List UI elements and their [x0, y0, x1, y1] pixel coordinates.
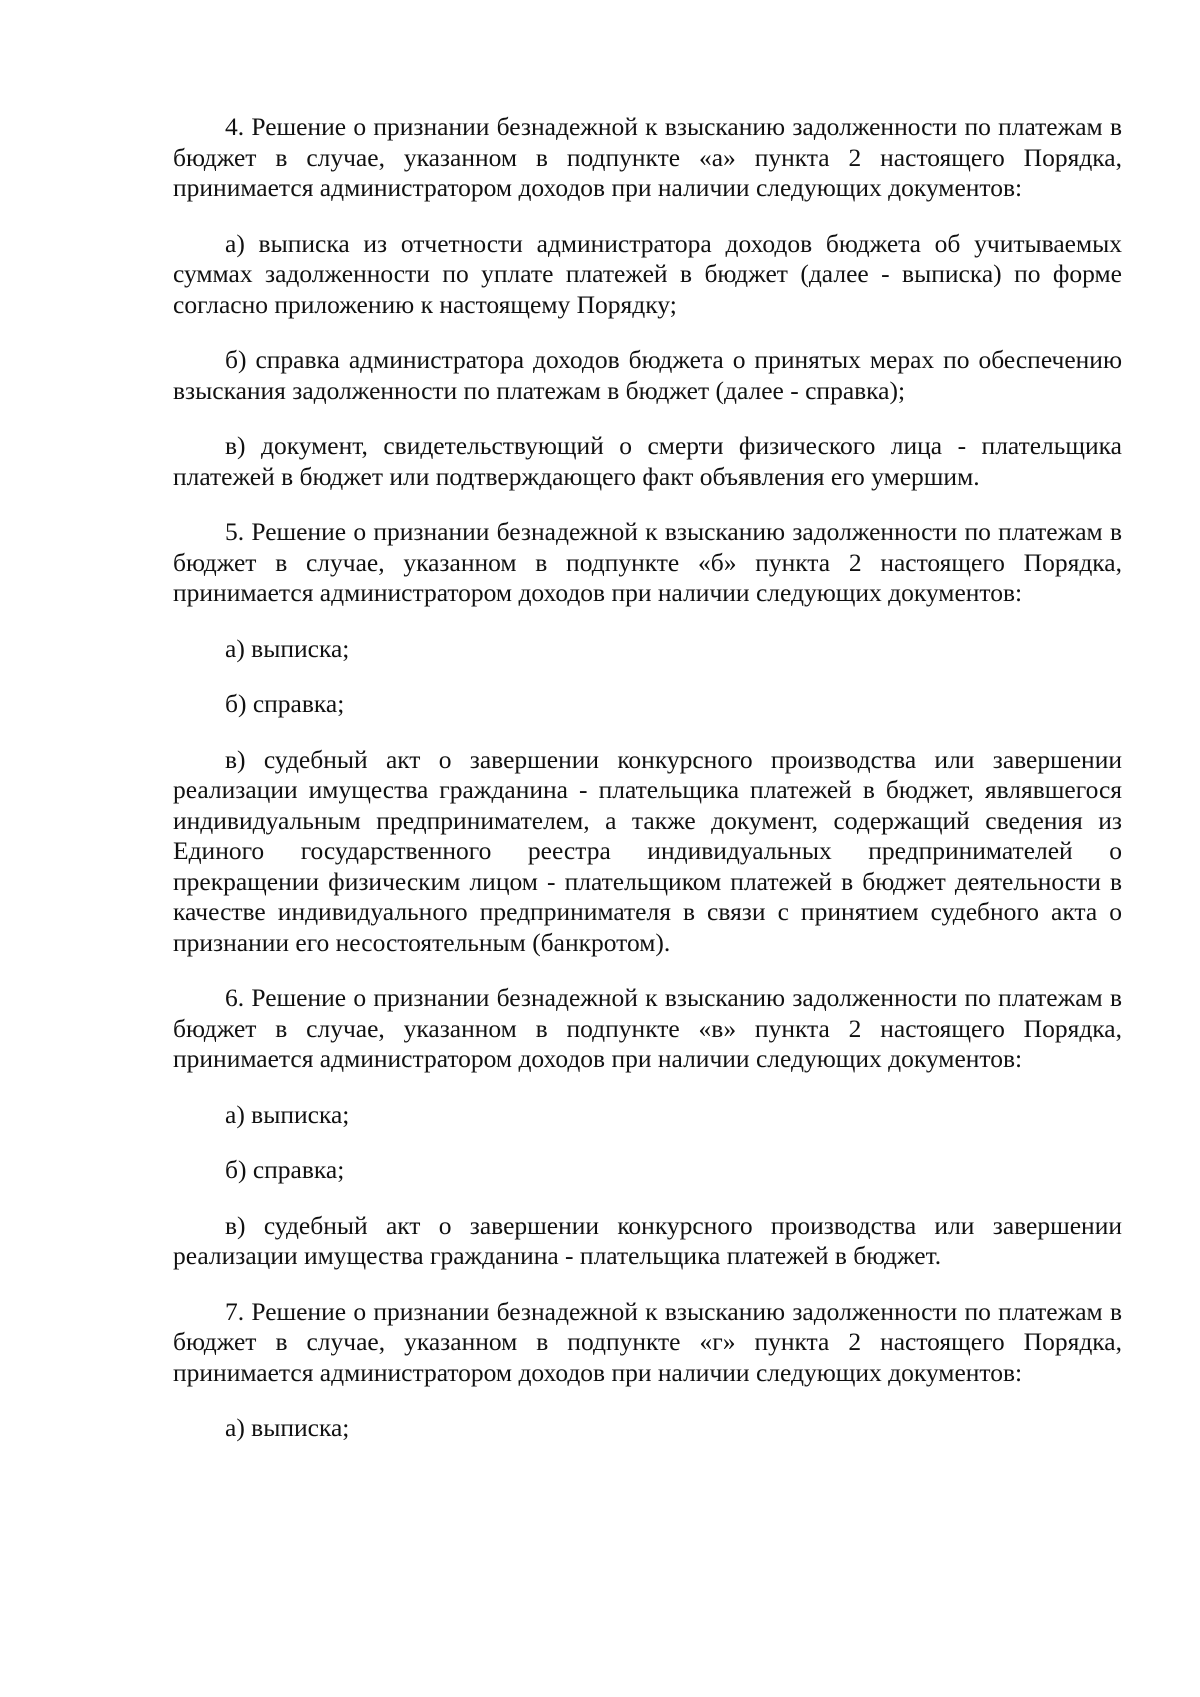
paragraph-4b: б) справка администратора доходов бюджета о принятых мерах по обеспечению взыскания задолженности по платежам в бюджет (далее - справка); [173, 345, 1122, 405]
paragraph-6: 6. Решение о признании безнадежной к взысканию задолженности по платежам в бюджет в случае, указанном в подпункте «в» пункта 2 настоящего Порядка, принимается администратором доходов при наличии следующих документов: [173, 983, 1122, 1073]
paragraph-5b: б) справка; [225, 689, 345, 718]
paragraph-7: 7. Решение о признании безнадежной к взысканию задолженности по платежам в бюджет в случае, указанном в подпункте «г» пункта 2 настоящего Порядка, принимается администратором доходов при наличии следующих документов: [173, 1296, 1122, 1387]
paragraph-4a: а) выписка из отчетности администратора доходов бюджета об учитываемых суммах задолженности по уплате платежей в бюджет (далее - выписка) по форме согласно приложению к настоящему Порядку; [173, 228, 1122, 319]
paragraph-5v: в) судебный акт о завершении конкурсного производства или завершении реализации имущества гражданина - плательщика платежей в бюджет, являвшегося индивидуальным предпринимателем, а также документ, содержащий сведения из Единого государственного реестра индивидуальных предпринимателей о прекращении физическим лицом - плательщиком платежей в бюджет деятельности в качестве индивидуального предпринимателя в связи с принятием судебного акта о признании его несостоятельным (банкротом). [173, 744, 1122, 957]
document-body [173, 112, 1122, 1444]
paragraph-5a: а) выписка; [225, 633, 350, 663]
paragraph-7a: а) выписка; [225, 1413, 350, 1442]
paragraph-6b: б) справка; [225, 1155, 345, 1184]
paragraph-6v: в) судебный акт о завершении конкурсного производства или завершении реализации имущества гражданина - плательщика платежей в бюджет. [173, 1210, 1122, 1270]
paragraph-5: 5. Решение о признании безнадежной к взысканию задолженности по платежам в бюджет в случае, указанном в подпункте «б» пункта 2 настоящего Порядка, принимается администратором доходов при наличии следующих документов: [173, 517, 1122, 607]
paragraph-4v: в) документ, свидетельствующий о смерти физического лица - плательщика платежей в бюджет или подтверждающего факт объявления его умершим. [173, 431, 1122, 491]
paragraph-6a: а) выписка; [225, 1099, 350, 1129]
paragraph-4: 4. Решение о признании безнадежной к взысканию задолженности по платежам в бюджет в случае, указанном в подпункте «а» пункта 2 настоящего Порядка, принимается администратором доходов при наличии следующих документов: [173, 112, 1122, 202]
